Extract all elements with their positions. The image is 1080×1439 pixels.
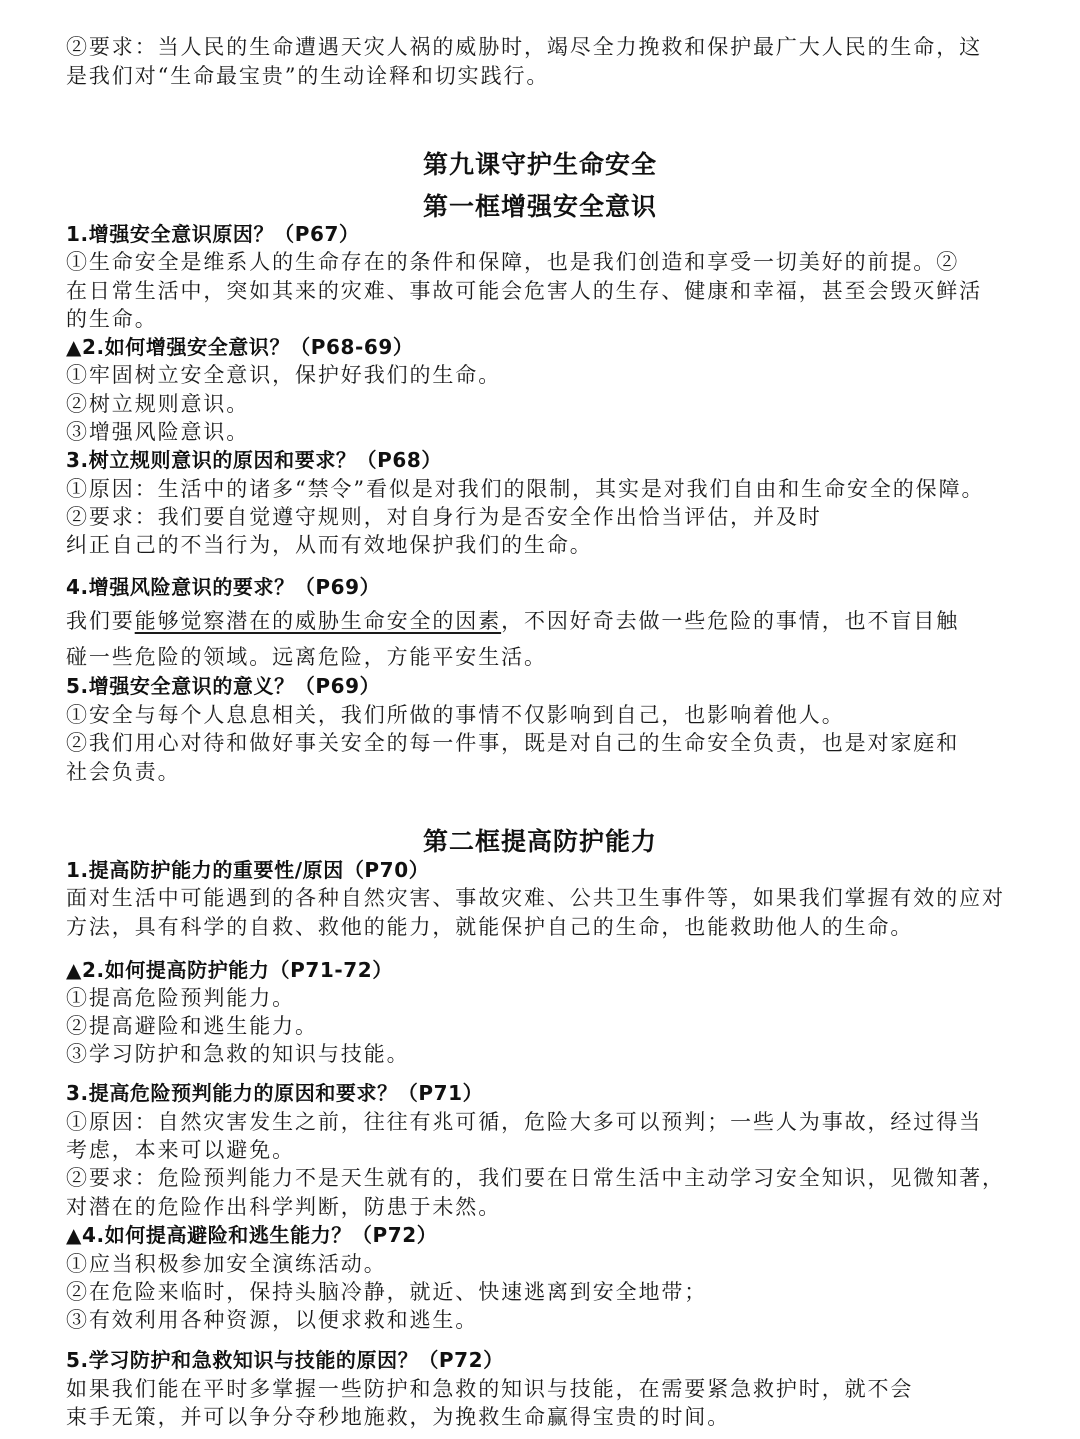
text-line: ②树立规则意识。 [66, 392, 250, 416]
text-line: 面对生活中可能遇到的各种自然灾害、事故灾难、公共卫生事件等，如果我们掌握有效的应对 [66, 886, 1005, 910]
text-line: ②要求：我们要自觉遵守规则，对自身行为是否安全作出恰当评估，并及时 [66, 505, 822, 529]
question-heading: 3.树立规则意识的原因和要求？（P68） [66, 448, 443, 472]
text-segment: 我们要 [66, 609, 135, 633]
question-heading: 3.提高危险预判能力的原因和要求？（P71） [66, 1081, 484, 1105]
question-heading: 4.增强风险意识的要求？（P69） [66, 575, 381, 599]
text-line: ②提高避险和逃生能力。 [66, 1014, 318, 1038]
question-heading: ▲2.如何提高防护能力（P71-72） [66, 958, 393, 982]
question-heading: 5.学习防护和急救知识与技能的原因？（P72） [66, 1348, 504, 1372]
text-line: 的生命。 [66, 307, 158, 331]
text-line: 在日常生活中，突如其来的灾难、事故可能会危害人的生存、健康和幸福，甚至会毁灭鲜活 [66, 279, 982, 303]
text-line: ③增强风险意识。 [66, 420, 250, 444]
question-heading: 1.增强安全意识原因？（P67） [66, 222, 360, 246]
text-line: ①牢固树立安全意识，保护好我们的生命。 [66, 363, 502, 387]
text-line [66, 607, 959, 635]
section-title: 第一框增强安全意识 [422, 192, 657, 221]
text-line: ②要求：危险预判能力不是天生就有的，我们要在日常生活中主动学习安全知识，见微知著， [66, 1166, 1005, 1190]
text-line: ③有效利用各种资源，以便求救和逃生。 [66, 1308, 479, 1332]
text-line: ①提高危险预判能力。 [66, 986, 295, 1010]
text-line: ①安全与每个人息息相关，我们所做的事情不仅影响到自己，也影响着他人。 [66, 703, 845, 727]
text-line: ③学习防护和急救的知识与技能。 [66, 1042, 410, 1066]
text-line: 束手无策，并可以争分夺秒地施救，为挽救生命赢得宝贵的时间。 [66, 1405, 731, 1429]
text-line: ②我们用心对待和做好事关安全的每一件事，既是对自己的生命安全负责，也是对家庭和 [66, 731, 960, 755]
question-heading: ▲4.如何提高避险和逃生能力？（P72） [66, 1223, 438, 1247]
text-line: ①应当积极参加安全演练活动。 [66, 1252, 387, 1276]
text-line: 方法，具有科学的自救、救他的能力，就能保护自己的生命，也能救助他人的生命。 [66, 915, 914, 939]
text-line: ①原因：生活中的诸多“禁令”看似是对我们的限制，其实是对我们自由和生命安全的保障。 [66, 477, 985, 501]
question-heading: 1.提高防护能力的重要性/原因（P70） [66, 858, 430, 882]
text-line: 社会负责。 [66, 760, 181, 784]
text-line: 碰一些危险的领域。远离危险，方能平安生活。 [66, 645, 547, 669]
text-line: 如果我们能在平时多掌握一些防护和急救的知识与技能，在需要紧急救护时，就不会 [66, 1377, 914, 1401]
text-segment: ，不因好奇去做一些危险的事情，也不盲目触 [501, 609, 960, 633]
text-line: 是我们对“生命最宝贵”的生动诠释和切实践行。 [66, 64, 550, 88]
section-title: 第二框提高防护能力 [422, 827, 657, 856]
text-line: 纠正自己的不当行为，从而有效地保护我们的生命。 [66, 533, 593, 557]
text-line: ②要求：当人民的生命遭遇天灾人祸的威胁时，竭尽全力挽救和保护最广大人民的生命，这 [66, 35, 982, 59]
question-heading: 5.增强安全意识的意义？（P69） [66, 674, 381, 698]
question-heading: ▲2.如何增强安全意识？（P68-69） [66, 335, 414, 359]
text-line: ①生命安全是维系人的生命存在的条件和保障，也是我们创造和享受一切美好的前提。② [66, 250, 960, 274]
text-line: ②在危险来临时，保持头脑冷静，就近、快速逃离到安全地带； [66, 1280, 708, 1304]
text-line: ①原因：自然灾害发生之前，往往有兆可循，危险大多可以预判；一些人为事故，经过得当 [66, 1110, 982, 1134]
text-line: 对潜在的危险作出科学判断，防患于未然。 [66, 1195, 502, 1219]
lesson-title: 第九课守护生命安全 [422, 150, 657, 179]
text-line: 考虑，本来可以避免。 [66, 1138, 295, 1162]
underlined-phrase: 能够觉察潜在的威胁生命安全的因素 [134, 609, 502, 633]
